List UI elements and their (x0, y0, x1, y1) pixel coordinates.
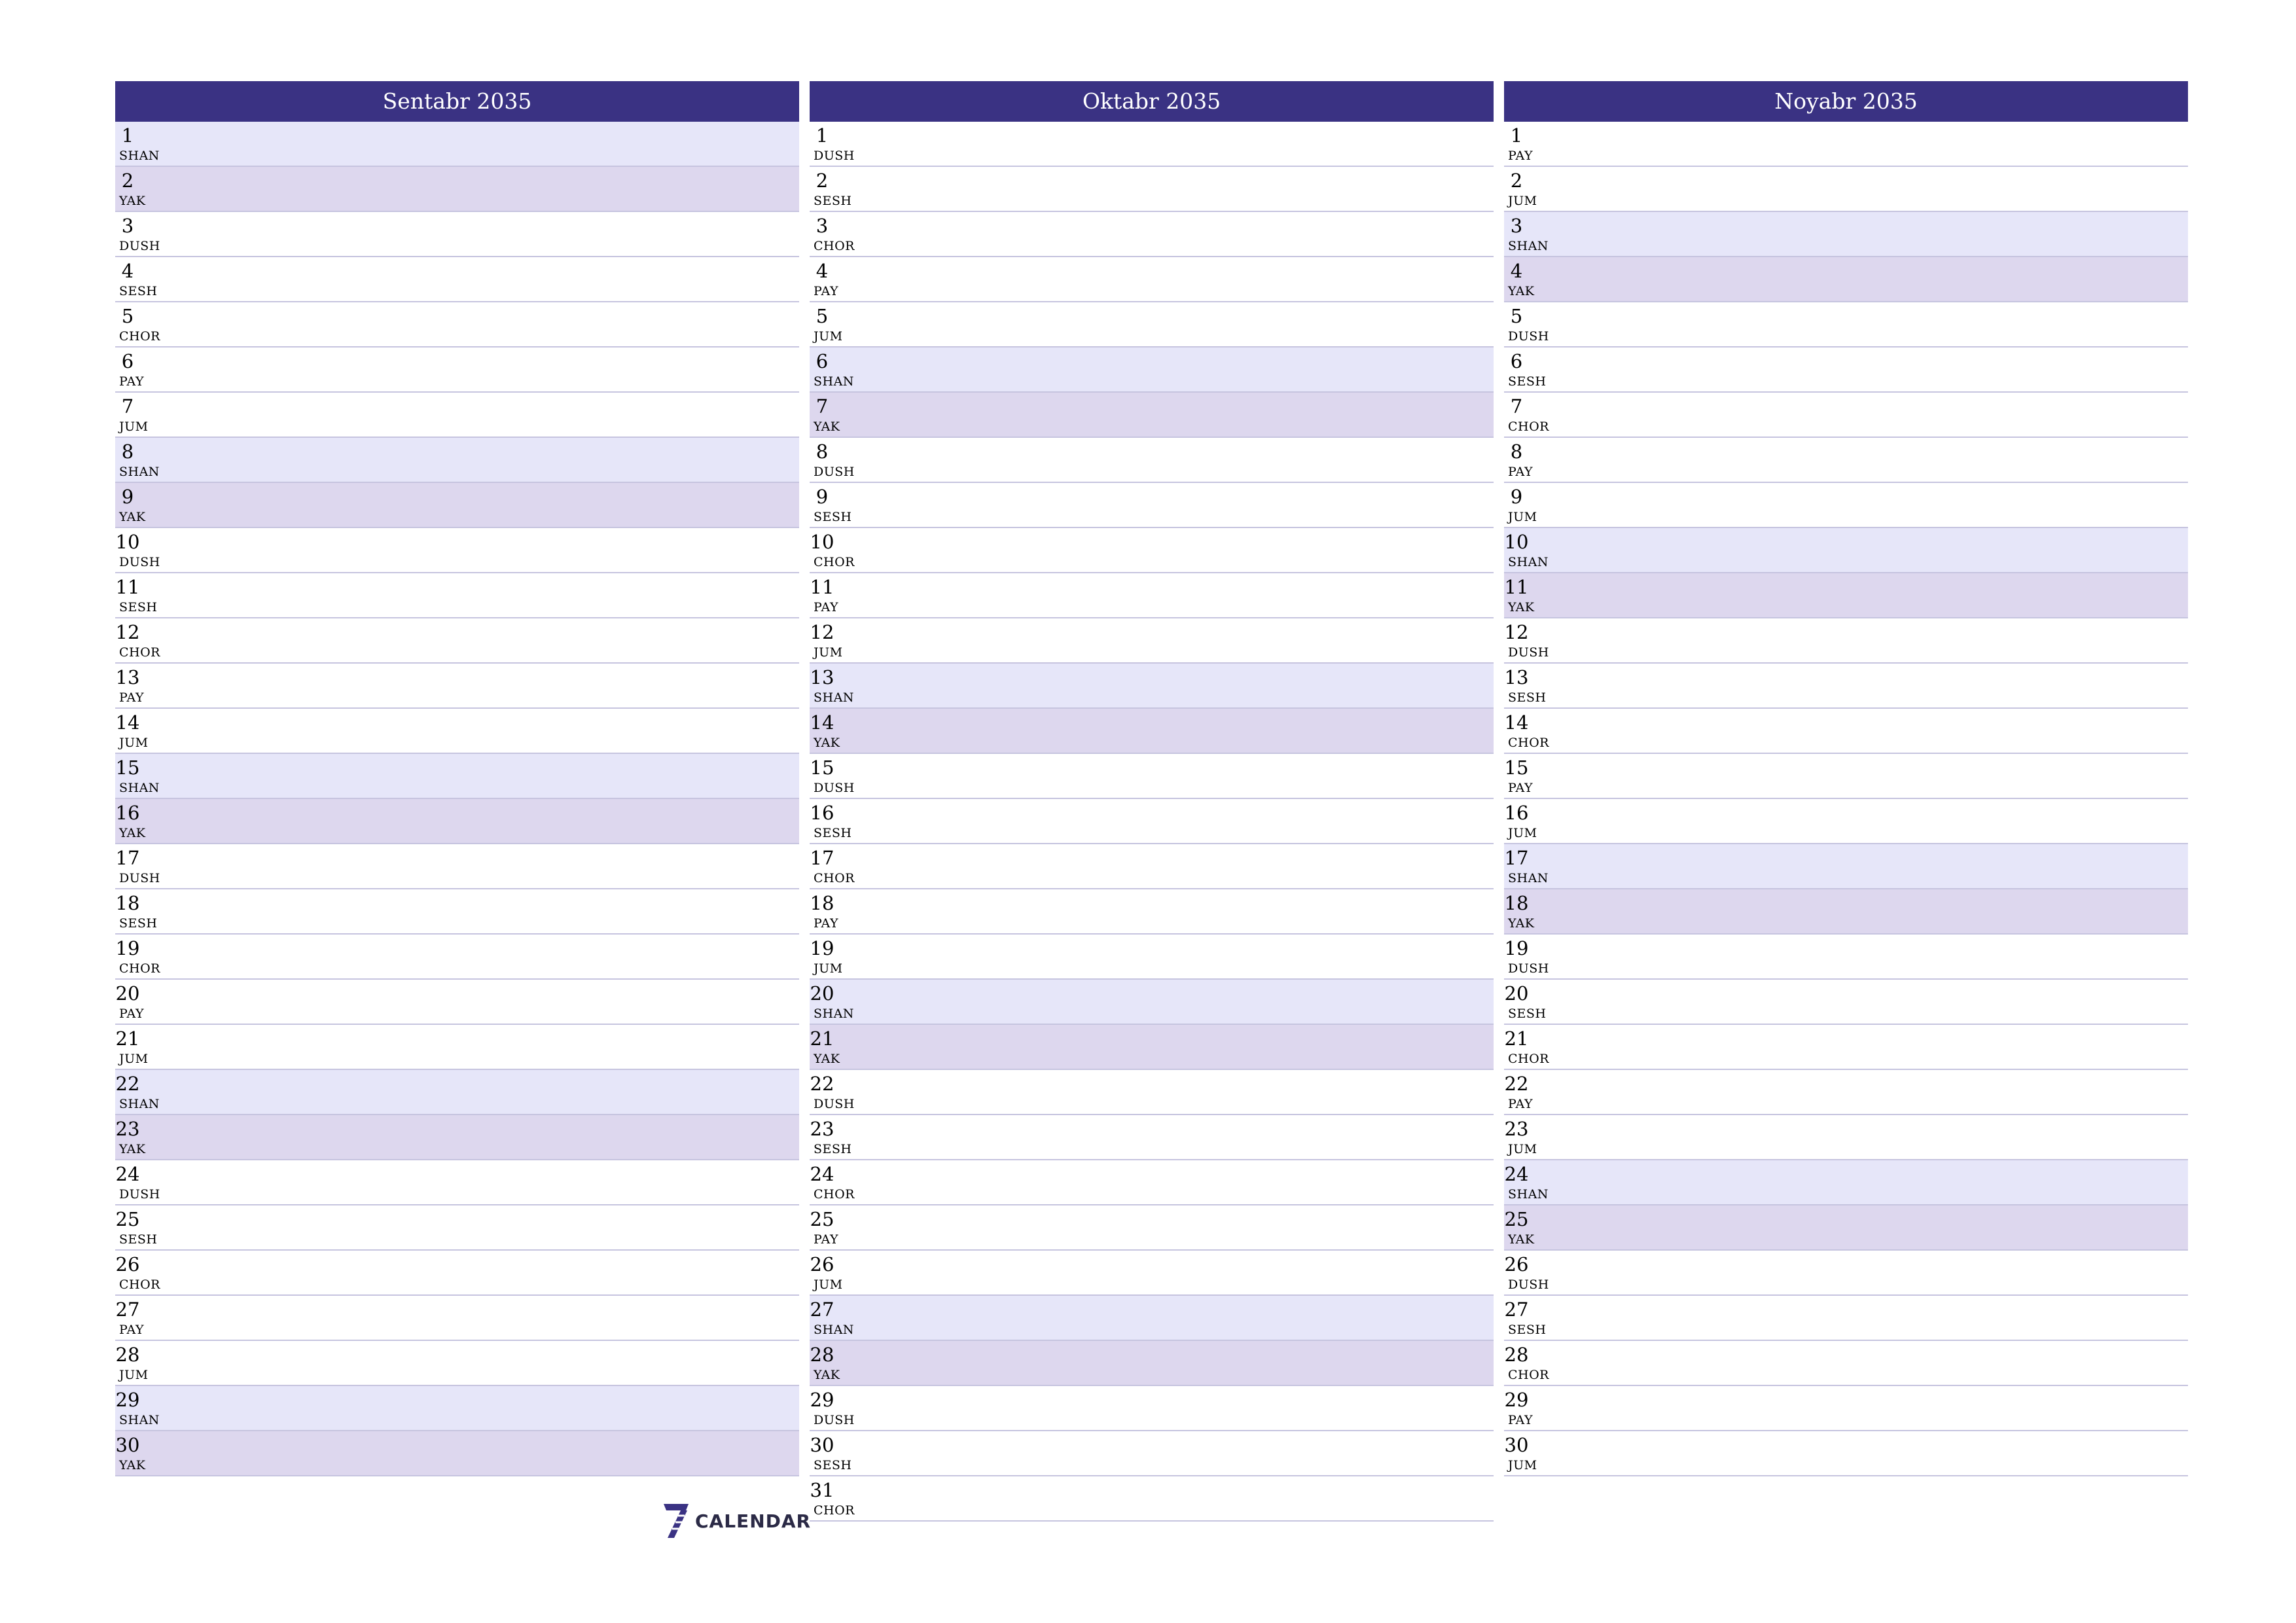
day-name: SESH (814, 826, 852, 840)
day-number: 17 (1504, 847, 1529, 869)
month-title: Oktabr 2035 (810, 81, 1494, 122)
day-row (115, 1205, 799, 1251)
day-name: SESH (1508, 1323, 1547, 1337)
day-row (1504, 1296, 2188, 1341)
day-number: 15 (115, 757, 140, 779)
day-name: SESH (119, 284, 158, 298)
day-name: YAK (119, 1458, 146, 1472)
day-number: 8 (1510, 440, 1523, 463)
day-number: 21 (1504, 1027, 1529, 1050)
day-row (115, 302, 799, 348)
day-number: 19 (115, 937, 140, 959)
day-number: 24 (810, 1163, 834, 1185)
day-name: JUM (814, 645, 843, 660)
day-name: SHAN (119, 149, 160, 163)
day-number: 7 (1510, 395, 1523, 418)
day-row (1504, 257, 2188, 302)
day-number: 4 (121, 260, 134, 282)
day-row (115, 1386, 799, 1431)
day-number: 18 (1504, 892, 1529, 914)
day-number: 5 (121, 305, 134, 327)
day-row (115, 618, 799, 664)
day-number: 11 (115, 576, 140, 598)
day-number: 6 (816, 350, 829, 372)
day-number: 18 (115, 892, 140, 914)
day-number: 28 (1504, 1344, 1529, 1366)
day-row (115, 1025, 799, 1070)
day-row (1504, 1205, 2188, 1251)
day-number: 21 (810, 1027, 834, 1050)
day-row (115, 1160, 799, 1205)
day-number: 27 (115, 1298, 140, 1321)
day-name: PAY (814, 600, 839, 615)
day-number: 14 (810, 711, 834, 734)
day-row (810, 844, 1494, 889)
day-number: 27 (1504, 1298, 1529, 1321)
day-number: 30 (810, 1434, 834, 1456)
day-number: 25 (810, 1208, 834, 1230)
day-number: 29 (115, 1389, 140, 1411)
day-row (810, 754, 1494, 799)
day-row (115, 257, 799, 302)
day-number: 31 (810, 1479, 834, 1501)
day-row (1504, 618, 2188, 664)
day-name: JUM (119, 1368, 149, 1382)
day-row (115, 1431, 799, 1476)
day-name: SHAN (814, 374, 854, 389)
day-row (1504, 483, 2188, 528)
day-name: JUM (814, 1277, 843, 1292)
day-row (1504, 1386, 2188, 1431)
day-list (1504, 122, 2188, 1476)
day-number: 9 (121, 486, 134, 508)
day-row (115, 935, 799, 980)
day-name: SESH (1508, 1007, 1547, 1021)
day-name: SHAN (119, 1097, 160, 1111)
day-row (810, 1296, 1494, 1341)
day-number: 13 (1504, 666, 1529, 688)
day-number: 20 (810, 982, 834, 1005)
day-name: SESH (1508, 690, 1547, 705)
day-number: 10 (810, 531, 834, 553)
day-number: 8 (816, 440, 829, 463)
day-row (810, 1251, 1494, 1296)
day-number: 13 (115, 666, 140, 688)
day-row (1504, 1251, 2188, 1296)
day-name: CHOR (814, 1187, 855, 1202)
month-column-october (810, 81, 1494, 1522)
day-number: 17 (810, 847, 834, 869)
day-name: SESH (814, 1458, 852, 1472)
day-number: 4 (816, 260, 829, 282)
day-number: 2 (121, 169, 134, 192)
day-number: 16 (810, 802, 834, 824)
day-name: CHOR (1508, 419, 1549, 434)
day-row (810, 1341, 1494, 1386)
day-row (1504, 393, 2188, 438)
day-number: 24 (1504, 1163, 1529, 1185)
day-row (810, 980, 1494, 1025)
day-name: JUM (119, 736, 149, 750)
day-number: 2 (816, 169, 829, 192)
day-name: SHAN (1508, 1187, 1549, 1202)
day-row (115, 980, 799, 1025)
day-name: PAY (119, 690, 145, 705)
day-row (810, 1025, 1494, 1070)
day-number: 25 (115, 1208, 140, 1230)
day-number: 23 (115, 1118, 140, 1140)
day-row (1504, 935, 2188, 980)
day-number: 20 (115, 982, 140, 1005)
day-name: YAK (814, 1052, 840, 1066)
day-name: PAY (1508, 465, 1534, 479)
day-name: DUSH (119, 871, 160, 885)
day-row (1504, 709, 2188, 754)
day-number: 6 (1510, 350, 1523, 372)
day-number: 11 (810, 576, 834, 598)
day-number: 4 (1510, 260, 1523, 282)
day-row (810, 483, 1494, 528)
day-row (810, 348, 1494, 393)
day-row (115, 664, 799, 709)
day-number: 15 (1504, 757, 1529, 779)
day-row (810, 1476, 1494, 1522)
day-name: SESH (1508, 374, 1547, 389)
day-number: 19 (1504, 937, 1529, 959)
day-number: 29 (810, 1389, 834, 1411)
day-row (1504, 1160, 2188, 1205)
day-name: YAK (119, 510, 146, 524)
day-name: SHAN (814, 1007, 854, 1021)
day-row (810, 257, 1494, 302)
day-name: SHAN (119, 1413, 160, 1427)
day-number: 14 (115, 711, 140, 734)
day-number: 12 (115, 621, 140, 643)
day-row (115, 483, 799, 528)
day-name: SESH (814, 1142, 852, 1156)
day-name: CHOR (814, 1503, 855, 1518)
day-number: 28 (115, 1344, 140, 1366)
day-name: CHOR (1508, 1368, 1549, 1382)
day-number: 26 (1504, 1253, 1529, 1275)
day-number: 14 (1504, 711, 1529, 734)
day-name: PAY (119, 374, 145, 389)
day-number: 7 (816, 395, 829, 418)
day-name: CHOR (1508, 1052, 1549, 1066)
day-row (810, 1386, 1494, 1431)
day-row (1504, 889, 2188, 935)
day-row (115, 1251, 799, 1296)
day-number: 13 (810, 666, 834, 688)
day-name: CHOR (119, 645, 160, 660)
day-number: 25 (1504, 1208, 1529, 1230)
day-row (810, 438, 1494, 483)
day-name: SHAN (1508, 871, 1549, 885)
day-name: YAK (1508, 284, 1535, 298)
day-name: SHAN (119, 465, 160, 479)
day-row (115, 122, 799, 167)
day-number: 27 (810, 1298, 834, 1321)
day-row (115, 167, 799, 212)
day-name: DUSH (1508, 645, 1549, 660)
day-number: 17 (115, 847, 140, 869)
day-name: PAY (814, 284, 839, 298)
day-name: SHAN (119, 781, 160, 795)
day-list (810, 122, 1494, 1522)
day-name: DUSH (119, 239, 160, 253)
day-number: 30 (1504, 1434, 1529, 1456)
day-row (810, 618, 1494, 664)
day-row (115, 1115, 799, 1160)
day-name: YAK (814, 1368, 840, 1382)
day-row (1504, 167, 2188, 212)
day-number: 3 (1510, 215, 1523, 237)
day-name: DUSH (1508, 329, 1549, 344)
day-name: PAY (1508, 781, 1534, 795)
day-row (115, 393, 799, 438)
day-row (115, 1341, 799, 1386)
day-name: YAK (119, 826, 146, 840)
day-name: SHAN (814, 690, 854, 705)
day-number: 26 (810, 1253, 834, 1275)
day-number: 9 (816, 486, 829, 508)
day-number: 18 (810, 892, 834, 914)
day-name: DUSH (814, 149, 855, 163)
day-row (115, 212, 799, 257)
day-name: SESH (119, 600, 158, 615)
day-number: 20 (1504, 982, 1529, 1005)
day-number: 23 (1504, 1118, 1529, 1140)
day-number: 5 (816, 305, 829, 327)
day-row (1504, 754, 2188, 799)
day-name: YAK (119, 1142, 146, 1156)
day-number: 7 (121, 395, 134, 418)
day-row (810, 1205, 1494, 1251)
day-number: 2 (1510, 169, 1523, 192)
day-name: CHOR (119, 1277, 160, 1292)
day-row (115, 1296, 799, 1341)
day-name: PAY (814, 916, 839, 931)
day-name: PAY (1508, 1413, 1534, 1427)
day-name: DUSH (1508, 1277, 1549, 1292)
day-row (115, 754, 799, 799)
day-row (810, 1160, 1494, 1205)
month-column-september (115, 81, 799, 1476)
day-number: 16 (115, 802, 140, 824)
day-name: YAK (1508, 600, 1535, 615)
day-row (1504, 302, 2188, 348)
day-number: 12 (810, 621, 834, 643)
day-name: PAY (814, 1232, 839, 1247)
day-name: SESH (119, 1232, 158, 1247)
day-number: 22 (810, 1073, 834, 1095)
day-number: 5 (1510, 305, 1523, 327)
day-number: 3 (121, 215, 134, 237)
day-row (1504, 844, 2188, 889)
day-row (1504, 438, 2188, 483)
day-name: SHAN (814, 1323, 854, 1337)
day-number: 12 (1504, 621, 1529, 643)
day-name: JUM (1508, 194, 1537, 208)
day-row (115, 573, 799, 618)
day-name: DUSH (814, 781, 855, 795)
day-row (1504, 799, 2188, 844)
month-column-november (1504, 81, 2188, 1476)
day-number: 1 (816, 124, 829, 147)
day-number: 29 (1504, 1389, 1529, 1411)
day-number: 28 (810, 1344, 834, 1366)
day-row (1504, 528, 2188, 573)
day-name: PAY (1508, 1097, 1534, 1111)
day-row (810, 393, 1494, 438)
day-name: DUSH (119, 555, 160, 569)
day-row (810, 1070, 1494, 1115)
day-row (1504, 1341, 2188, 1386)
day-name: YAK (1508, 916, 1535, 931)
day-name: CHOR (1508, 736, 1549, 750)
day-row (810, 1431, 1494, 1476)
day-name: SHAN (1508, 555, 1549, 569)
day-row (115, 844, 799, 889)
day-name: CHOR (814, 239, 855, 253)
day-name: JUM (119, 1052, 149, 1066)
day-name: DUSH (1508, 961, 1549, 976)
day-number: 23 (810, 1118, 834, 1140)
day-row (810, 167, 1494, 212)
day-row (1504, 1070, 2188, 1115)
day-name: CHOR (119, 329, 160, 344)
day-row (810, 212, 1494, 257)
day-name: PAY (119, 1323, 145, 1337)
day-row (1504, 122, 2188, 167)
day-row (810, 935, 1494, 980)
day-row (1504, 1115, 2188, 1160)
day-name: SHAN (1508, 239, 1549, 253)
day-name: CHOR (814, 871, 855, 885)
month-title: Sentabr 2035 (115, 81, 799, 122)
day-name: YAK (814, 419, 840, 434)
day-number: 15 (810, 757, 834, 779)
day-number: 21 (115, 1027, 140, 1050)
brand-logo (662, 1503, 811, 1539)
day-row (1504, 212, 2188, 257)
day-name: JUM (1508, 1142, 1537, 1156)
day-row (810, 664, 1494, 709)
day-row (115, 438, 799, 483)
day-name: YAK (814, 736, 840, 750)
day-name: YAK (1508, 1232, 1535, 1247)
day-number: 22 (115, 1073, 140, 1095)
day-row (115, 1070, 799, 1115)
day-row (1504, 573, 2188, 618)
day-number: 3 (816, 215, 829, 237)
day-number: 9 (1510, 486, 1523, 508)
day-row (115, 528, 799, 573)
day-name: SESH (119, 916, 158, 931)
day-row (810, 528, 1494, 573)
day-name: YAK (119, 194, 146, 208)
day-row (810, 889, 1494, 935)
day-number: 10 (115, 531, 140, 553)
day-name: SESH (814, 194, 852, 208)
day-number: 24 (115, 1163, 140, 1185)
day-row (115, 709, 799, 754)
day-number: 22 (1504, 1073, 1529, 1095)
day-row (810, 1115, 1494, 1160)
day-name: JUM (814, 329, 843, 344)
day-number: 6 (121, 350, 134, 372)
day-name: DUSH (814, 1097, 855, 1111)
day-name: PAY (119, 1007, 145, 1021)
logo-text: CALENDAR (695, 1510, 812, 1532)
day-row (810, 573, 1494, 618)
day-number: 1 (121, 124, 134, 147)
day-number: 8 (121, 440, 134, 463)
day-row (810, 709, 1494, 754)
day-name: JUM (119, 419, 149, 434)
day-name: PAY (1508, 149, 1534, 163)
day-name: CHOR (119, 961, 160, 976)
day-row (1504, 348, 2188, 393)
day-row (115, 889, 799, 935)
month-title: Noyabr 2035 (1504, 81, 2188, 122)
day-number: 16 (1504, 802, 1529, 824)
day-number: 11 (1504, 576, 1529, 598)
day-row (1504, 664, 2188, 709)
day-number: 30 (115, 1434, 140, 1456)
day-row (1504, 1025, 2188, 1070)
day-name: JUM (1508, 826, 1537, 840)
day-row (115, 799, 799, 844)
seven-logo-icon (662, 1503, 690, 1539)
day-row (810, 122, 1494, 167)
day-name: DUSH (814, 465, 855, 479)
day-name: DUSH (119, 1187, 160, 1202)
day-row (115, 348, 799, 393)
day-row (1504, 980, 2188, 1025)
day-row (810, 799, 1494, 844)
day-number: 1 (1510, 124, 1523, 147)
day-list (115, 122, 799, 1476)
day-number: 26 (115, 1253, 140, 1275)
day-number: 10 (1504, 531, 1529, 553)
day-row (1504, 1431, 2188, 1476)
day-name: JUM (1508, 1458, 1537, 1472)
day-name: CHOR (814, 555, 855, 569)
day-name: JUM (814, 961, 843, 976)
day-number: 19 (810, 937, 834, 959)
day-name: DUSH (814, 1413, 855, 1427)
day-name: JUM (1508, 510, 1537, 524)
day-name: SESH (814, 510, 852, 524)
day-row (810, 302, 1494, 348)
